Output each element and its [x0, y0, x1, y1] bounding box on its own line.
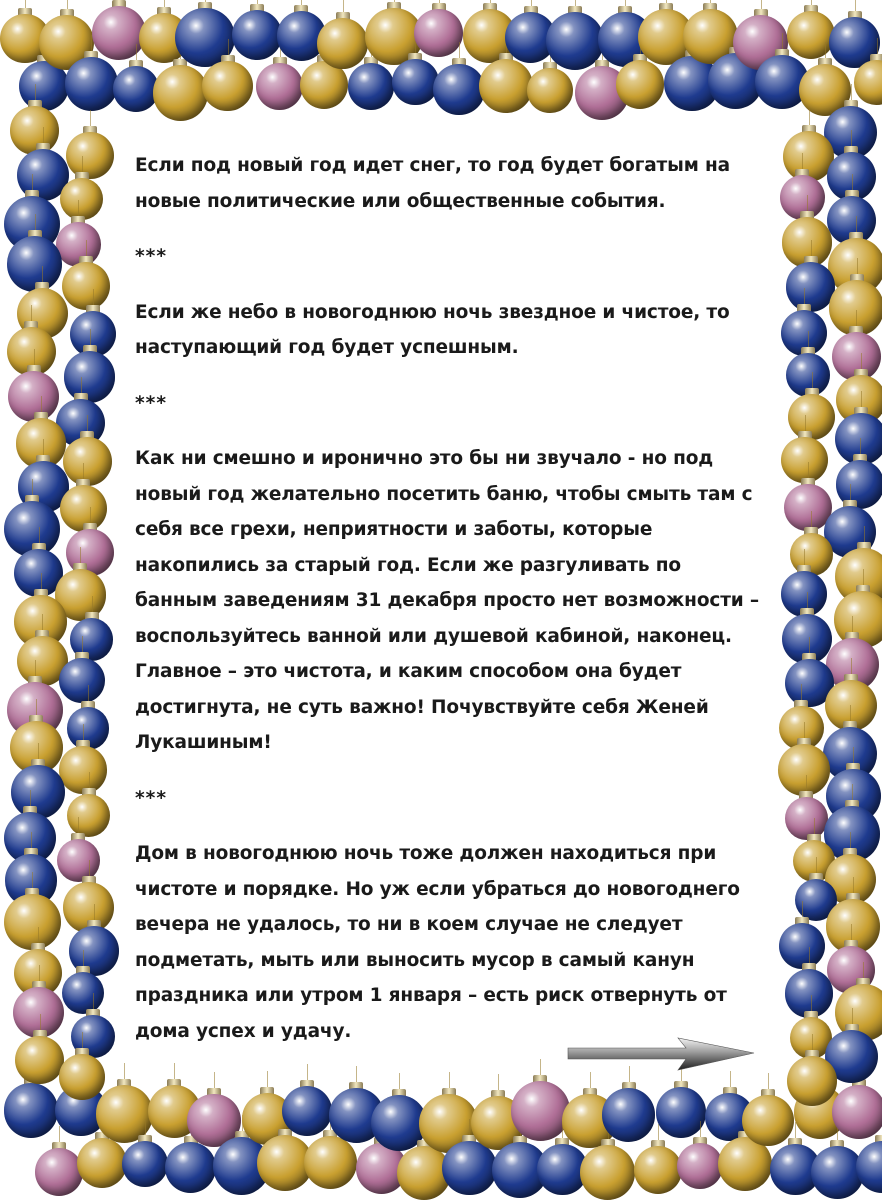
ornament-ball — [414, 9, 463, 58]
ornament-ball — [15, 1036, 63, 1084]
ornament-ball — [113, 66, 159, 112]
ornament-ball — [59, 658, 105, 704]
ornament-ball — [742, 1095, 794, 1147]
ornament-ball — [11, 765, 65, 819]
ornament-ball — [392, 59, 439, 106]
ornament-ball — [282, 1086, 332, 1136]
ornament-ball — [656, 1087, 706, 1137]
ornament-ball — [854, 60, 882, 104]
paragraph-snow-omen: Если под новый год идет снег, то год будет богатым на новые политические или общественные события. — [135, 155, 730, 212]
ornament-ball — [348, 63, 395, 110]
separator: *** — [135, 392, 168, 414]
separator: *** — [135, 787, 168, 809]
ornament-ball — [832, 1085, 882, 1139]
ornament-ball — [202, 61, 253, 112]
ornament-ball — [59, 746, 106, 793]
ornament-ball — [65, 57, 118, 110]
ornament-ball — [616, 60, 664, 108]
ornament-ball — [527, 68, 573, 114]
ornament-ball — [232, 10, 282, 60]
ornament-ball — [165, 1142, 216, 1193]
ornament-ball — [677, 1143, 723, 1189]
ornament-ball — [10, 106, 59, 155]
paragraph-starry-sky-omen: Если же небо в новогоднюю ночь звездное и чистое, то наступающий год будет успешным. — [135, 301, 730, 358]
ornament-ball — [785, 797, 828, 840]
ornament-ball — [77, 1138, 127, 1188]
ornament-ball — [256, 63, 303, 110]
ornament-ball — [778, 744, 829, 795]
ornament-ball — [4, 894, 60, 950]
ornament-ball — [787, 1056, 837, 1106]
ornament-ball — [92, 6, 146, 60]
ornament-ball — [35, 1148, 83, 1196]
right-arrow-icon[interactable] — [566, 1035, 756, 1073]
separator: *** — [135, 246, 168, 267]
ornament-ball — [64, 351, 116, 403]
ornament-ball — [788, 394, 835, 441]
ornament-ball — [580, 1145, 635, 1200]
ornament-ball — [153, 65, 209, 121]
ornament-ball — [62, 262, 110, 310]
paragraph-house-cleaning: Дом в новогоднюю ночь тоже должен находиться при чистоте и порядке. Но уж если убраться до новогоднего вечера не удалось, то ни в коем случае не следует подметать, мыть или выносить мусор в самый канун праздника или утром 1 января – есть риск отвернуть от дома успех и удачу. — [135, 843, 740, 1042]
ornament-ball — [781, 437, 828, 484]
ornament-ball — [317, 18, 368, 69]
ornament-ball — [511, 1081, 571, 1141]
ornament-ball — [433, 64, 485, 116]
ornament-ball — [59, 1054, 104, 1099]
ornament-ball — [67, 794, 110, 837]
ornament-ball — [634, 1146, 682, 1194]
ornament-ball — [60, 178, 102, 220]
ornament-ball — [479, 59, 533, 113]
ornament-ball — [66, 132, 114, 180]
ornament-ball — [4, 1083, 58, 1137]
ornament-ball — [602, 1088, 656, 1142]
paragraph-bath-tradition: Как ни смешно и иронично это бы ни звучало - но под новый год желательно посетить баню, чтобы смыть там с себя все грехи, неприятности и заботы, которые накопились за старый год. Если же разгуливать по банным заведениям 31 декабря просто нет возможности – воспользуйтесь ванной или душевой кабиной, наконец. Главное – это чистота, и каким способом она будет достигнута, не суть важно! Почувствуйте себя Женей Лукашиным! — [135, 448, 759, 753]
ornament-ball — [304, 1136, 357, 1189]
ornament-ball — [442, 1141, 496, 1195]
document-text — [135, 148, 760, 1069]
ornament-ball — [122, 1141, 168, 1187]
ornament-ball — [62, 972, 105, 1015]
ornament-ball — [787, 11, 835, 59]
